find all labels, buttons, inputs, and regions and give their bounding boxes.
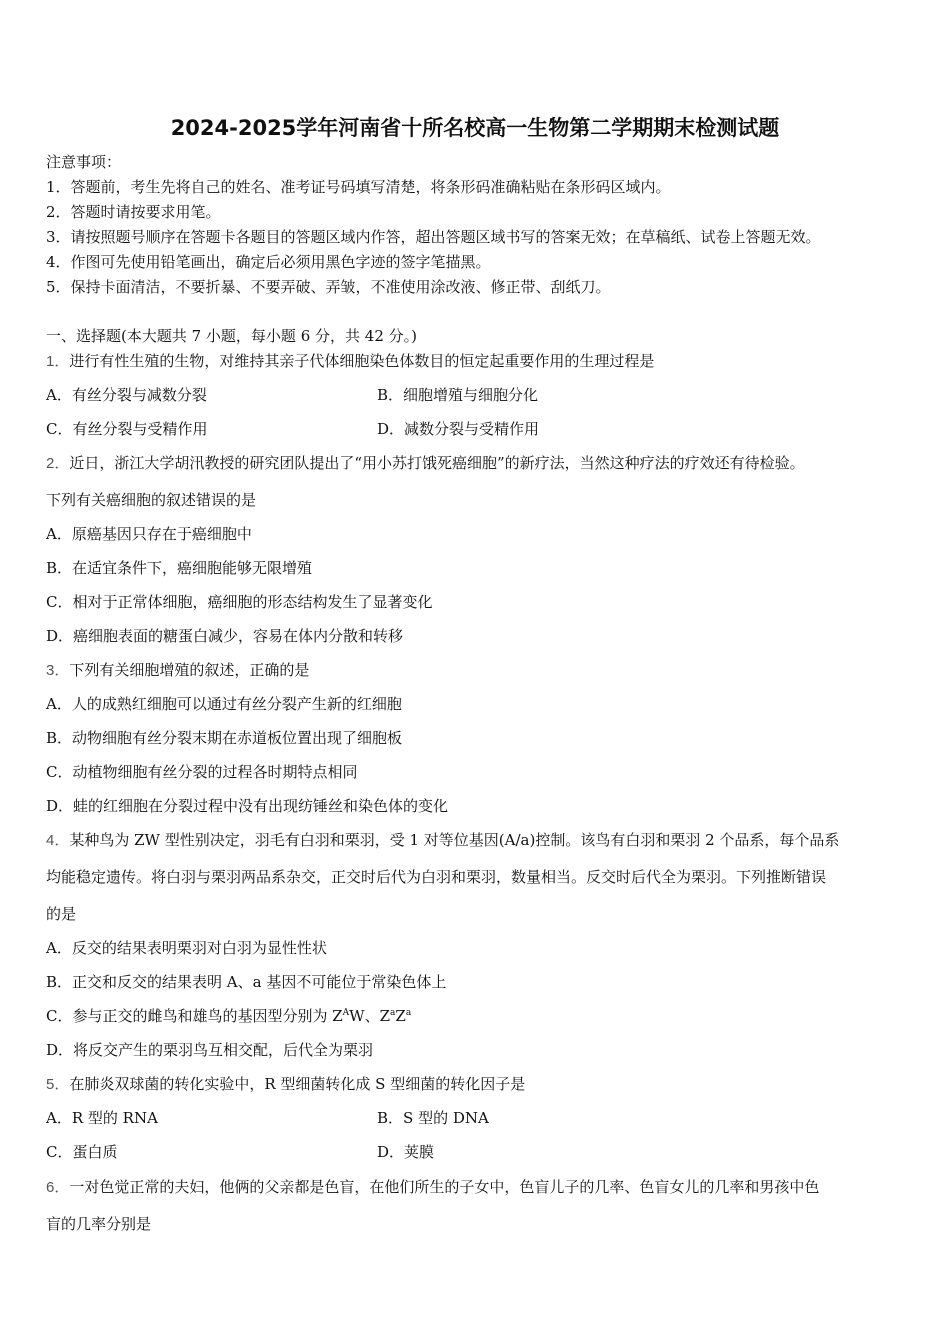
q4-option-c-text: W、Z	[349, 1007, 391, 1025]
page-title: 2024-2025学年河南省十所名校高一生物第二学期期末检测试题	[170, 116, 780, 140]
q5-option-a: A．R 型的 RNA	[46, 1109, 158, 1127]
question-stem: 某种鸟为 ZW 型性别决定，羽毛有白羽和栗羽，受 1 对等位基因(A/a)控制。该鸟有白羽和栗羽 2 个品系，每个品系	[69, 831, 840, 849]
notice-item-3: 3．请按照题号顺序在答题卡各题目的答题区域内作答，超出答题区域书写的答案无效；在草稿纸、试卷上答题无效。	[46, 228, 821, 246]
question-1	[46, 351, 654, 372]
notice-item-5: 5．保持卡面清洁，不要折暴、不要弄破、弄皱，不准使用涂改液、修正带、刮纸刀。	[46, 278, 611, 296]
q5-option-b: B．S 型的 DNA	[377, 1109, 489, 1127]
q1-option-b: B．细胞增殖与细胞分化	[377, 386, 539, 404]
q5-option-d: D．荚膜	[377, 1143, 435, 1161]
notice-item-4: 4．作图可先使用铅笔画出，确定后必须用黑色字迹的签字笔描黑。	[46, 253, 491, 271]
q4-option-c-text: Z	[395, 1007, 406, 1025]
q6-stem-cont: 盲的几率分别是	[46, 1215, 152, 1233]
notice-item-1: 1．答题前，考生先将自己的姓名、准考证号码填写清楚，将条形码准确粘贴在条形码区域内。	[46, 178, 671, 196]
q4-stem-cont-2: 的是	[46, 905, 77, 923]
q1-option-a: A．有丝分裂与减数分裂	[46, 386, 207, 404]
q1-option-d: D．减数分裂与受精作用	[377, 420, 540, 438]
q4-option-c-text: C．参与正交的雌鸟和雄鸟的基因型分别为 Z	[46, 1007, 343, 1025]
question-stem: 下列有关细胞增殖的叙述，正确的是	[69, 661, 310, 679]
question-number: 1．	[46, 353, 70, 370]
superscript: A	[342, 1008, 350, 1018]
q4-option-c	[46, 1006, 411, 1026]
question-stem: 进行有性生殖的生物，对维持其亲子代体细胞染色体数目的恒定起重要作用的生理过程是	[69, 352, 655, 370]
question-2	[46, 453, 805, 474]
q3-option-a: A．人的成熟红细胞可以通过有丝分裂产生新的红细胞	[46, 695, 402, 713]
q4-option-a: A．反交的结果表明栗羽对白羽为显性性状	[46, 939, 327, 957]
q2-option-a: A．原癌基因只存在于癌细胞中	[46, 525, 252, 543]
question-number: 3．	[46, 662, 70, 679]
q5-option-c: C．蛋白质	[46, 1143, 118, 1161]
question-number: 6．	[46, 1179, 70, 1196]
question-5	[46, 1074, 525, 1095]
q4-option-b: B．正交和反交的结果表明 A、a 基因不可能位于常染色体上	[46, 973, 447, 991]
superscript: a	[405, 1008, 412, 1018]
question-number: 2．	[46, 455, 70, 472]
section-heading: 一、选择题(本大题共 7 小题，每小题 6 分，共 42 分。)	[46, 327, 417, 345]
q2-stem-cont: 下列有关癌细胞的叙述错误的是	[46, 491, 257, 509]
notice-heading: 注意事项：	[46, 153, 122, 171]
q1-option-c: C．有丝分裂与受精作用	[46, 420, 208, 438]
q4-stem-cont-1: 均能稳定遗传。将白羽与栗羽两品系杂交，正交时后代为白羽和栗羽，数量相当。反交时后代全为栗羽。下列推断错误	[46, 868, 827, 886]
q2-option-b: B．在适宜条件下，癌细胞能够无限增殖	[46, 559, 313, 577]
q4-option-d: D．将反交产生的栗羽鸟互相交配，后代全为栗羽	[46, 1041, 374, 1059]
q2-option-d: D．癌细胞表面的糖蛋白减少，容易在体内分散和转移	[46, 627, 404, 645]
superscript: a	[390, 1008, 396, 1018]
q2-option-c: C．相对于正常体细胞，癌细胞的形态结构发生了显著变化	[46, 593, 433, 611]
question-6	[46, 1177, 819, 1198]
q3-option-c: C．动植物细胞有丝分裂的过程各时期特点相同	[46, 763, 358, 781]
question-stem: 近日，浙江大学胡汛教授的研究团队提出了“用小苏打饿死癌细胞”的新疗法，当然这种疗法的疗效还有待检验。	[69, 454, 805, 472]
question-number: 5．	[46, 1076, 70, 1093]
question-number: 4．	[46, 832, 70, 849]
notice-item-2: 2．答题时请按要求用笔。	[46, 203, 221, 221]
question-stem: 一对色觉正常的夫妇，他俩的父亲都是色盲，在他们所生的子女中，色盲儿子的几率、色盲女儿的几率和男孩中色	[69, 1178, 820, 1196]
question-3	[46, 660, 309, 681]
question-stem: 在肺炎双球菌的转化实验中，R 型细菌转化成 S 型细菌的转化因子是	[69, 1075, 526, 1093]
question-4	[46, 830, 839, 851]
q3-option-b: B．动物细胞有丝分裂末期在赤道板位置出现了细胞板	[46, 729, 403, 747]
q3-option-d: D．蛙的红细胞在分裂过程中没有出现纺锤丝和染色体的变化	[46, 797, 449, 815]
